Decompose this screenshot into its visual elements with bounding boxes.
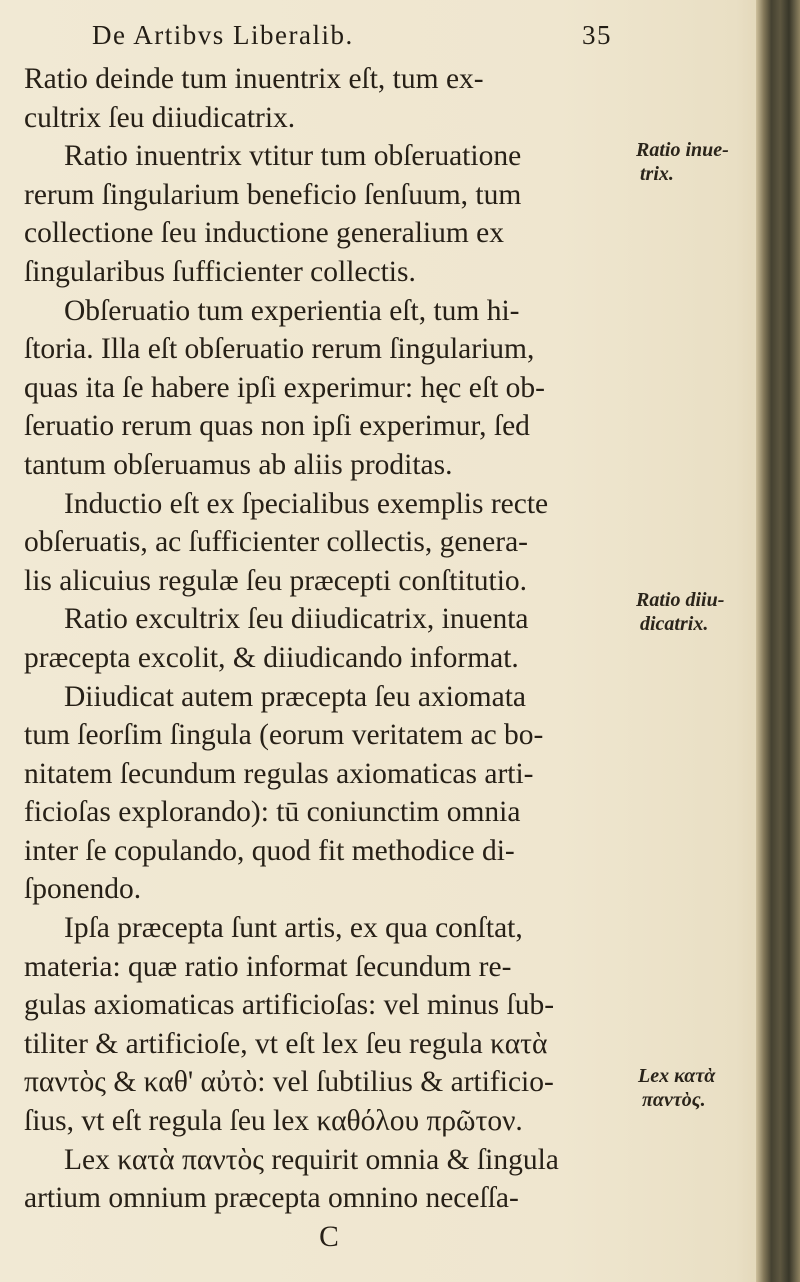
margin-note-ratio-diiudicatrix [636, 588, 724, 636]
main-text-block [24, 60, 634, 1256]
text-line: rerum ſingularium beneficio ſenſuum, tum [24, 178, 522, 211]
margin-note-line: trix. [640, 163, 674, 185]
text-line: gulas axiomaticas artificioſas: vel minus ſub- [24, 989, 555, 1022]
text-line: nitatem ſecundum regulas axiomaticas arti- [24, 757, 534, 790]
text-line: tantum obſeruamus ab aliis proditas. [24, 448, 453, 481]
text-line: ſtoria. Illa eſt obſeruatio rerum ſingularium, [24, 333, 535, 366]
text-line: collectione ſeu inductione generalium ex [24, 217, 505, 250]
text-line: lis alicuius regulæ ſeu præcepti conſtitutio. [24, 564, 528, 597]
signature-mark: C [319, 1220, 339, 1253]
margin-note-line: Lex κατὰ [638, 1065, 716, 1087]
text-line: παντὸς & καθ' αὐτὸ: vel ſubtilius & artificio- [24, 1066, 554, 1099]
margin-note-ratio-inuentrix [636, 138, 729, 186]
text-line: ficioſas explorando): tū coniunctim omnia [24, 796, 521, 829]
text-line: tiliter & artificioſe, vt eſt lex ſeu regula κατὰ [24, 1027, 548, 1060]
page-number: 35 [582, 20, 612, 50]
margin-note-line: Ratio diiu- [636, 589, 725, 611]
text-line: ſeruatio rerum quas non ipſi experimur, ſed [24, 410, 530, 443]
text-line: cultrix ſeu diiudicatrix. [24, 101, 296, 134]
margin-note-line: dicatrix. [640, 613, 709, 635]
text-line: præcepta excolit, & diiudicando informat. [24, 641, 519, 674]
text-line: ſponendo. [24, 873, 142, 906]
text-line: quas ita ſe habere ipſi experimur: hęc eſt ob- [24, 371, 545, 404]
text-line: Ratio deinde tum inuentrix eſt, tum ex- [24, 63, 484, 95]
text-line: inter ſe copulando, quod fit methodice di- [24, 834, 515, 867]
margin-note-line: παντὸς. [642, 1089, 706, 1111]
text-line: obſeruatis, ac ſufficienter collectis, genera- [24, 526, 528, 559]
margin-note-lex-kata-pantos [638, 1064, 715, 1112]
text-line: materia: quæ ratio informat ſecundum re- [24, 950, 512, 983]
text-line: Ipſa præcepta ſunt artis, ex qua conſtat, [64, 912, 523, 945]
text-line: artium omnium præcepta omnino neceſſa- [24, 1182, 519, 1215]
text-line: Lex κατὰ παντὸς requirit omnia & ſingula [64, 1143, 559, 1176]
text-line: ſingularibus ſufficienter collectis. [24, 255, 416, 288]
running-header [92, 20, 692, 60]
text-line: tum ſeorſim ſingula (eorum veritatem ac bo- [24, 719, 544, 752]
margin-note-line: Ratio inue- [636, 139, 729, 161]
header-title: De Artibvs Liberalib. [92, 20, 354, 50]
text-line: Ratio inuentrix vtitur tum obſeruatione [64, 140, 522, 173]
text-line: ſius, vt eſt regula ſeu lex καθόλου πρῶτον. [24, 1105, 523, 1138]
text-line: Diiudicat autem præcepta ſeu axiomata [64, 680, 526, 713]
book-spine-edge [756, 0, 800, 1282]
text-line: Ratio excultrix ſeu diiudicatrix, inuenta [64, 603, 529, 636]
text-line: Inductio eſt ex ſpecialibus exemplis recte [64, 487, 549, 520]
text-line: Obſeruatio tum experientia eſt, tum hi- [64, 294, 520, 327]
